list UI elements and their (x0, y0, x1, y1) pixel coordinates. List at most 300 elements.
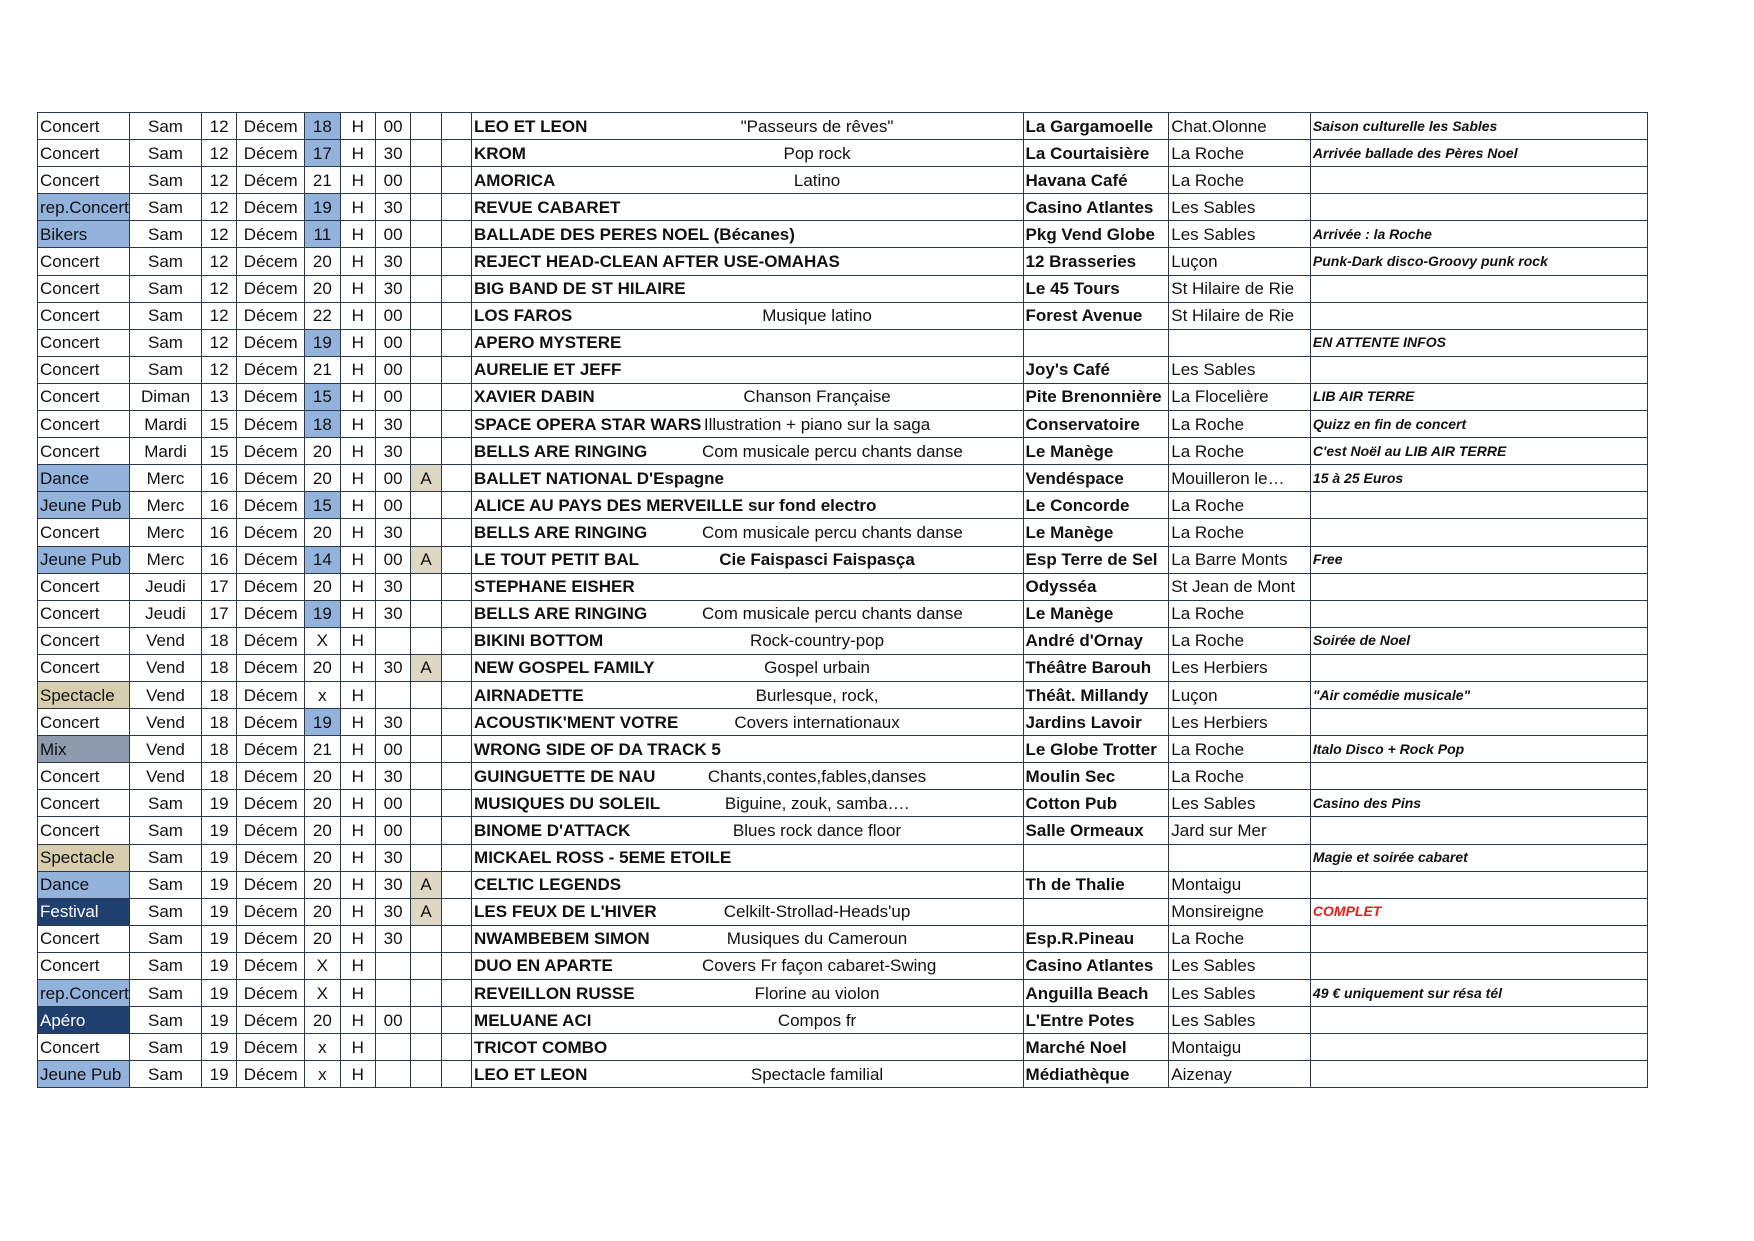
spacer-cell (441, 844, 471, 871)
spacer-cell (441, 600, 471, 627)
venue-cell: Le Manège (1023, 438, 1169, 465)
minute-cell: 00 (375, 167, 410, 194)
event-description: Chants,contes,fables,danses (707, 766, 927, 786)
table-row (38, 1061, 1648, 1088)
note-cell: Arrivée : la Roche (1310, 221, 1647, 248)
day-cell: Sam (130, 790, 202, 817)
table-row (38, 817, 1648, 844)
city-cell: Aizenay (1169, 1061, 1311, 1088)
spacer-cell (441, 817, 471, 844)
hour-sep-cell: H (340, 573, 375, 600)
day-cell: Sam (130, 952, 202, 979)
venue-cell: Conservatoire (1023, 411, 1169, 438)
venue-cell: Odysséa (1023, 573, 1169, 600)
city-cell: St Hilaire de Rie (1169, 302, 1311, 329)
flag-cell (411, 167, 441, 194)
event-type-cell: Concert (38, 438, 130, 465)
date-cell: 12 (201, 167, 236, 194)
event-title: LE TOUT PETIT BAL (474, 550, 639, 570)
minute-cell: 30 (375, 600, 410, 627)
month-cell: Décem (237, 302, 305, 329)
spacer-cell (441, 1061, 471, 1088)
venue-cell: André d'Ornay (1023, 627, 1169, 654)
month-cell: Décem (237, 600, 305, 627)
date-cell: 18 (201, 627, 236, 654)
hour-cell: X (305, 952, 340, 979)
event-description: Burlesque, rock, (755, 685, 879, 705)
day-cell: Vend (130, 654, 202, 681)
city-cell: La Roche (1169, 519, 1311, 546)
table-row (38, 221, 1648, 248)
event-description: Com musicale percu chants danse (702, 604, 963, 624)
day-cell: Vend (130, 681, 202, 708)
hour-cell: x (305, 681, 340, 708)
event-type-cell: Dance (38, 871, 130, 898)
hour-cell: 15 (305, 492, 340, 519)
minute-cell: 30 (375, 871, 410, 898)
spacer-cell (441, 546, 471, 573)
table-row (38, 546, 1648, 573)
date-cell: 19 (201, 925, 236, 952)
venue-cell (1023, 329, 1169, 356)
table-row (38, 871, 1648, 898)
event-title-cell (472, 1034, 1024, 1061)
event-type-cell: Jeune Pub (38, 1061, 130, 1088)
event-title: BIKINI BOTTOM (474, 631, 604, 651)
event-title: LES FEUX DE L'HIVER (474, 902, 657, 922)
day-cell: Sam (130, 925, 202, 952)
table-row (38, 438, 1648, 465)
flag-cell: A (411, 465, 441, 492)
event-type-cell: Spectacle (38, 681, 130, 708)
venue-cell: Théât. Millandy (1023, 681, 1169, 708)
minute-cell: 00 (375, 736, 410, 763)
hour-cell: 20 (305, 275, 340, 302)
day-cell: Merc (130, 492, 202, 519)
event-title: GUINGUETTE DE NAU (474, 766, 656, 786)
minute-cell: 00 (375, 302, 410, 329)
hour-sep-cell: H (340, 113, 375, 140)
flag-cell: A (411, 654, 441, 681)
table-row (38, 492, 1648, 519)
event-title-cell (472, 302, 1024, 329)
date-cell: 19 (201, 817, 236, 844)
note-cell: 49 € uniquement sur résa tél (1310, 980, 1647, 1007)
event-type-cell: Concert (38, 925, 130, 952)
spacer-cell (441, 140, 471, 167)
note-cell (1310, 492, 1647, 519)
event-title-cell (472, 736, 1024, 763)
date-cell: 18 (201, 654, 236, 681)
day-cell: Sam (130, 329, 202, 356)
spacer-cell (441, 736, 471, 763)
minute-cell: 30 (375, 925, 410, 952)
table-row (38, 600, 1648, 627)
flag-cell (411, 411, 441, 438)
table-row (38, 113, 1648, 140)
city-cell: Les Herbiers (1169, 654, 1311, 681)
city-cell: La Roche (1169, 763, 1311, 790)
minute-cell: 30 (375, 438, 410, 465)
table-row (38, 383, 1648, 410)
event-title: LEO ET LEON (474, 1064, 588, 1084)
event-title-cell (472, 871, 1024, 898)
city-cell: La Barre Monts (1169, 546, 1311, 573)
event-description: Chanson Française (743, 387, 891, 407)
day-cell: Sam (130, 980, 202, 1007)
hour-sep-cell: H (340, 898, 375, 925)
flag-cell (411, 790, 441, 817)
day-cell: Sam (130, 844, 202, 871)
hour-sep-cell: H (340, 952, 375, 979)
event-title: KROM (474, 143, 526, 163)
flag-cell: A (411, 546, 441, 573)
table-row (38, 356, 1648, 383)
month-cell: Décem (237, 871, 305, 898)
event-title-cell (472, 817, 1024, 844)
month-cell: Décem (237, 654, 305, 681)
day-cell: Sam (130, 1034, 202, 1061)
spacer-cell (441, 329, 471, 356)
table-row (38, 194, 1648, 221)
day-cell: Sam (130, 1007, 202, 1034)
table-row (38, 627, 1648, 654)
month-cell: Décem (237, 248, 305, 275)
spacer-cell (441, 275, 471, 302)
hour-cell: 20 (305, 438, 340, 465)
minute-cell: 00 (375, 492, 410, 519)
minute-cell: 30 (375, 519, 410, 546)
month-cell: Décem (237, 736, 305, 763)
hour-cell: 20 (305, 248, 340, 275)
spacer-cell (441, 1007, 471, 1034)
venue-cell: Le Manège (1023, 600, 1169, 627)
date-cell: 12 (201, 302, 236, 329)
hour-cell: 11 (305, 221, 340, 248)
hour-cell: 20 (305, 654, 340, 681)
event-title: NEW GOSPEL FAMILY (474, 658, 655, 678)
month-cell: Décem (237, 519, 305, 546)
event-title-cell (472, 925, 1024, 952)
event-title-cell (472, 1061, 1024, 1088)
flag-cell (411, 492, 441, 519)
event-title-cell (472, 898, 1024, 925)
spacer-cell (441, 194, 471, 221)
city-cell: La Roche (1169, 492, 1311, 519)
hour-cell: X (305, 980, 340, 1007)
event-title-cell (472, 790, 1024, 817)
event-title-cell (472, 140, 1024, 167)
month-cell: Décem (237, 438, 305, 465)
table-row (38, 844, 1648, 871)
city-cell: La Flocelière (1169, 383, 1311, 410)
event-description: Com musicale percu chants danse (702, 522, 963, 542)
hour-sep-cell: H (340, 871, 375, 898)
note-cell (1310, 654, 1647, 681)
event-title: XAVIER DABIN (474, 387, 595, 407)
event-description: Biguine, zouk, samba…. (724, 793, 910, 813)
event-type-cell: Concert (38, 411, 130, 438)
month-cell: Décem (237, 465, 305, 492)
hour-cell: 20 (305, 519, 340, 546)
event-title: MELUANE ACI (474, 1010, 592, 1030)
venue-cell: Casino Atlantes (1023, 194, 1169, 221)
hour-sep-cell: H (340, 790, 375, 817)
date-cell: 18 (201, 763, 236, 790)
event-title: AURELIE ET JEFF (474, 360, 622, 380)
event-table-body (38, 113, 1648, 1088)
month-cell: Décem (237, 383, 305, 410)
event-title-cell (472, 221, 1024, 248)
minute-cell: 00 (375, 113, 410, 140)
hour-sep-cell: H (340, 681, 375, 708)
flag-cell (411, 302, 441, 329)
day-cell: Vend (130, 627, 202, 654)
minute-cell (375, 1034, 410, 1061)
table-row (38, 248, 1648, 275)
event-title-cell (472, 519, 1024, 546)
venue-cell: Théâtre Barouh (1023, 654, 1169, 681)
hour-cell: 15 (305, 383, 340, 410)
minute-cell: 30 (375, 275, 410, 302)
event-type-cell: Concert (38, 763, 130, 790)
note-cell: Magie et soirée cabaret (1310, 844, 1647, 871)
hour-cell: 14 (305, 546, 340, 573)
month-cell: Décem (237, 980, 305, 1007)
city-cell: Chat.Olonne (1169, 113, 1311, 140)
spacer-cell (441, 627, 471, 654)
hour-cell: 19 (305, 329, 340, 356)
hour-cell: 19 (305, 194, 340, 221)
event-type-cell: Concert (38, 790, 130, 817)
minute-cell: 30 (375, 573, 410, 600)
venue-cell: Le Manège (1023, 519, 1169, 546)
venue-cell: 12 Brasseries (1023, 248, 1169, 275)
flag-cell (411, 600, 441, 627)
table-row (38, 1034, 1648, 1061)
date-cell: 12 (201, 275, 236, 302)
flag-cell (411, 113, 441, 140)
city-cell: La Roche (1169, 167, 1311, 194)
event-title: REVEILLON RUSSE (474, 983, 635, 1003)
event-type-cell: rep.Concert (38, 980, 130, 1007)
hour-cell: 20 (305, 844, 340, 871)
event-title: BINOME D'ATTACK (474, 820, 631, 840)
event-title-cell (472, 329, 1024, 356)
event-title-cell (472, 952, 1024, 979)
venue-cell: Le Concorde (1023, 492, 1169, 519)
spacer-cell (441, 709, 471, 736)
minute-cell: 00 (375, 329, 410, 356)
event-type-cell: Concert (38, 573, 130, 600)
event-type-cell: Concert (38, 627, 130, 654)
minute-cell: 30 (375, 844, 410, 871)
event-title-cell (472, 356, 1024, 383)
venue-cell: Th de Thalie (1023, 871, 1169, 898)
spacer-cell (441, 356, 471, 383)
date-cell: 19 (201, 980, 236, 1007)
hour-sep-cell: H (340, 140, 375, 167)
hour-sep-cell: H (340, 763, 375, 790)
note-cell: Punk-Dark disco-Groovy punk rock (1310, 248, 1647, 275)
minute-cell (375, 980, 410, 1007)
hour-cell: 20 (305, 465, 340, 492)
note-cell (1310, 1034, 1647, 1061)
event-type-cell: Concert (38, 1034, 130, 1061)
day-cell: Sam (130, 113, 202, 140)
hour-cell: 19 (305, 600, 340, 627)
event-title: AMORICA (474, 170, 556, 190)
flag-cell (411, 925, 441, 952)
city-cell: Les Herbiers (1169, 709, 1311, 736)
event-title: SPACE OPERA STAR WARS (474, 414, 702, 434)
city-cell (1169, 329, 1311, 356)
date-cell: 19 (201, 1034, 236, 1061)
event-title-cell (472, 167, 1024, 194)
table-row (38, 573, 1648, 600)
spacer-cell (441, 248, 471, 275)
table-row (38, 275, 1648, 302)
event-description: Spectacle familial (750, 1064, 884, 1084)
flag-cell: A (411, 898, 441, 925)
flag-cell (411, 627, 441, 654)
table-row (38, 465, 1648, 492)
hour-sep-cell: H (340, 492, 375, 519)
city-cell: La Roche (1169, 627, 1311, 654)
event-title-cell (472, 844, 1024, 871)
venue-cell: Médiathèque (1023, 1061, 1169, 1088)
date-cell: 19 (201, 790, 236, 817)
flag-cell (411, 194, 441, 221)
hour-cell: 20 (305, 925, 340, 952)
spacer-cell (441, 438, 471, 465)
event-type-cell: Concert (38, 275, 130, 302)
month-cell: Décem (237, 113, 305, 140)
event-title: BALLADE DES PERES NOEL (Bécanes) (474, 224, 795, 244)
month-cell: Décem (237, 817, 305, 844)
month-cell: Décem (237, 546, 305, 573)
hour-cell: 20 (305, 763, 340, 790)
spacer-cell (441, 492, 471, 519)
hour-sep-cell: H (340, 736, 375, 763)
event-title: AIRNADETTE (474, 685, 584, 705)
event-title-cell (472, 438, 1024, 465)
month-cell: Décem (237, 411, 305, 438)
event-title: LEO ET LEON (474, 116, 588, 136)
month-cell: Décem (237, 898, 305, 925)
hour-sep-cell: H (340, 248, 375, 275)
event-description: Florine au violon (754, 983, 880, 1003)
hour-sep-cell: H (340, 356, 375, 383)
hour-sep-cell: H (340, 194, 375, 221)
hour-cell: 20 (305, 817, 340, 844)
event-title: REJECT HEAD-CLEAN AFTER USE-OMAHAS (474, 252, 840, 272)
hour-cell: 18 (305, 113, 340, 140)
date-cell: 19 (201, 844, 236, 871)
day-cell: Jeudi (130, 573, 202, 600)
event-type-cell: Concert (38, 140, 130, 167)
note-cell (1310, 194, 1647, 221)
hour-sep-cell: H (340, 465, 375, 492)
venue-cell: Pkg Vend Globe (1023, 221, 1169, 248)
minute-cell (375, 627, 410, 654)
month-cell: Décem (237, 1061, 305, 1088)
spacer-cell (441, 763, 471, 790)
date-cell: 15 (201, 438, 236, 465)
table-row (38, 980, 1648, 1007)
table-row (38, 736, 1648, 763)
date-cell: 12 (201, 329, 236, 356)
hour-sep-cell: H (340, 654, 375, 681)
city-cell: Monsireigne (1169, 898, 1311, 925)
hour-sep-cell: H (340, 1007, 375, 1034)
hour-cell: 21 (305, 736, 340, 763)
event-title: WRONG SIDE OF DA TRACK 5 (474, 739, 721, 759)
day-cell: Sam (130, 140, 202, 167)
date-cell: 12 (201, 194, 236, 221)
date-cell: 18 (201, 709, 236, 736)
city-cell: Montaigu (1169, 1034, 1311, 1061)
hour-cell: 19 (305, 709, 340, 736)
event-title-cell (472, 627, 1024, 654)
note-cell (1310, 573, 1647, 600)
event-description: Covers internationaux (734, 712, 900, 732)
hour-sep-cell: H (340, 438, 375, 465)
hour-sep-cell: H (340, 302, 375, 329)
note-cell: "Air comédie musicale" (1310, 681, 1647, 708)
event-title-cell (472, 1007, 1024, 1034)
hour-sep-cell: H (340, 519, 375, 546)
city-cell (1169, 844, 1311, 871)
month-cell: Décem (237, 627, 305, 654)
day-cell: Merc (130, 546, 202, 573)
hour-sep-cell: H (340, 600, 375, 627)
event-title: MICKAEL ROSS - 5EME ETOILE (474, 848, 732, 868)
venue-cell: La Gargamoelle (1023, 113, 1169, 140)
day-cell: Merc (130, 519, 202, 546)
date-cell: 19 (201, 952, 236, 979)
flag-cell (411, 356, 441, 383)
event-title-cell (472, 411, 1024, 438)
event-title: TRICOT COMBO (474, 1037, 608, 1057)
day-cell: Diman (130, 383, 202, 410)
note-cell: Quizz en fin de concert (1310, 411, 1647, 438)
event-type-cell: Jeune Pub (38, 492, 130, 519)
day-cell: Sam (130, 221, 202, 248)
minute-cell: 30 (375, 763, 410, 790)
date-cell: 19 (201, 1007, 236, 1034)
venue-cell: Marché Noel (1023, 1034, 1169, 1061)
event-type-cell: Concert (38, 817, 130, 844)
event-title: DUO EN APARTE (474, 956, 613, 976)
date-cell: 12 (201, 221, 236, 248)
event-title-cell (472, 654, 1024, 681)
note-cell (1310, 817, 1647, 844)
flag-cell (411, 329, 441, 356)
venue-cell: Havana Café (1023, 167, 1169, 194)
flag-cell (411, 519, 441, 546)
table-row (38, 898, 1648, 925)
spacer-cell (441, 519, 471, 546)
spacer-cell (441, 383, 471, 410)
minute-cell: 30 (375, 654, 410, 681)
hour-cell: 20 (305, 898, 340, 925)
day-cell: Vend (130, 763, 202, 790)
month-cell: Décem (237, 275, 305, 302)
city-cell: St Hilaire de Rie (1169, 275, 1311, 302)
month-cell: Décem (237, 844, 305, 871)
minute-cell: 00 (375, 465, 410, 492)
